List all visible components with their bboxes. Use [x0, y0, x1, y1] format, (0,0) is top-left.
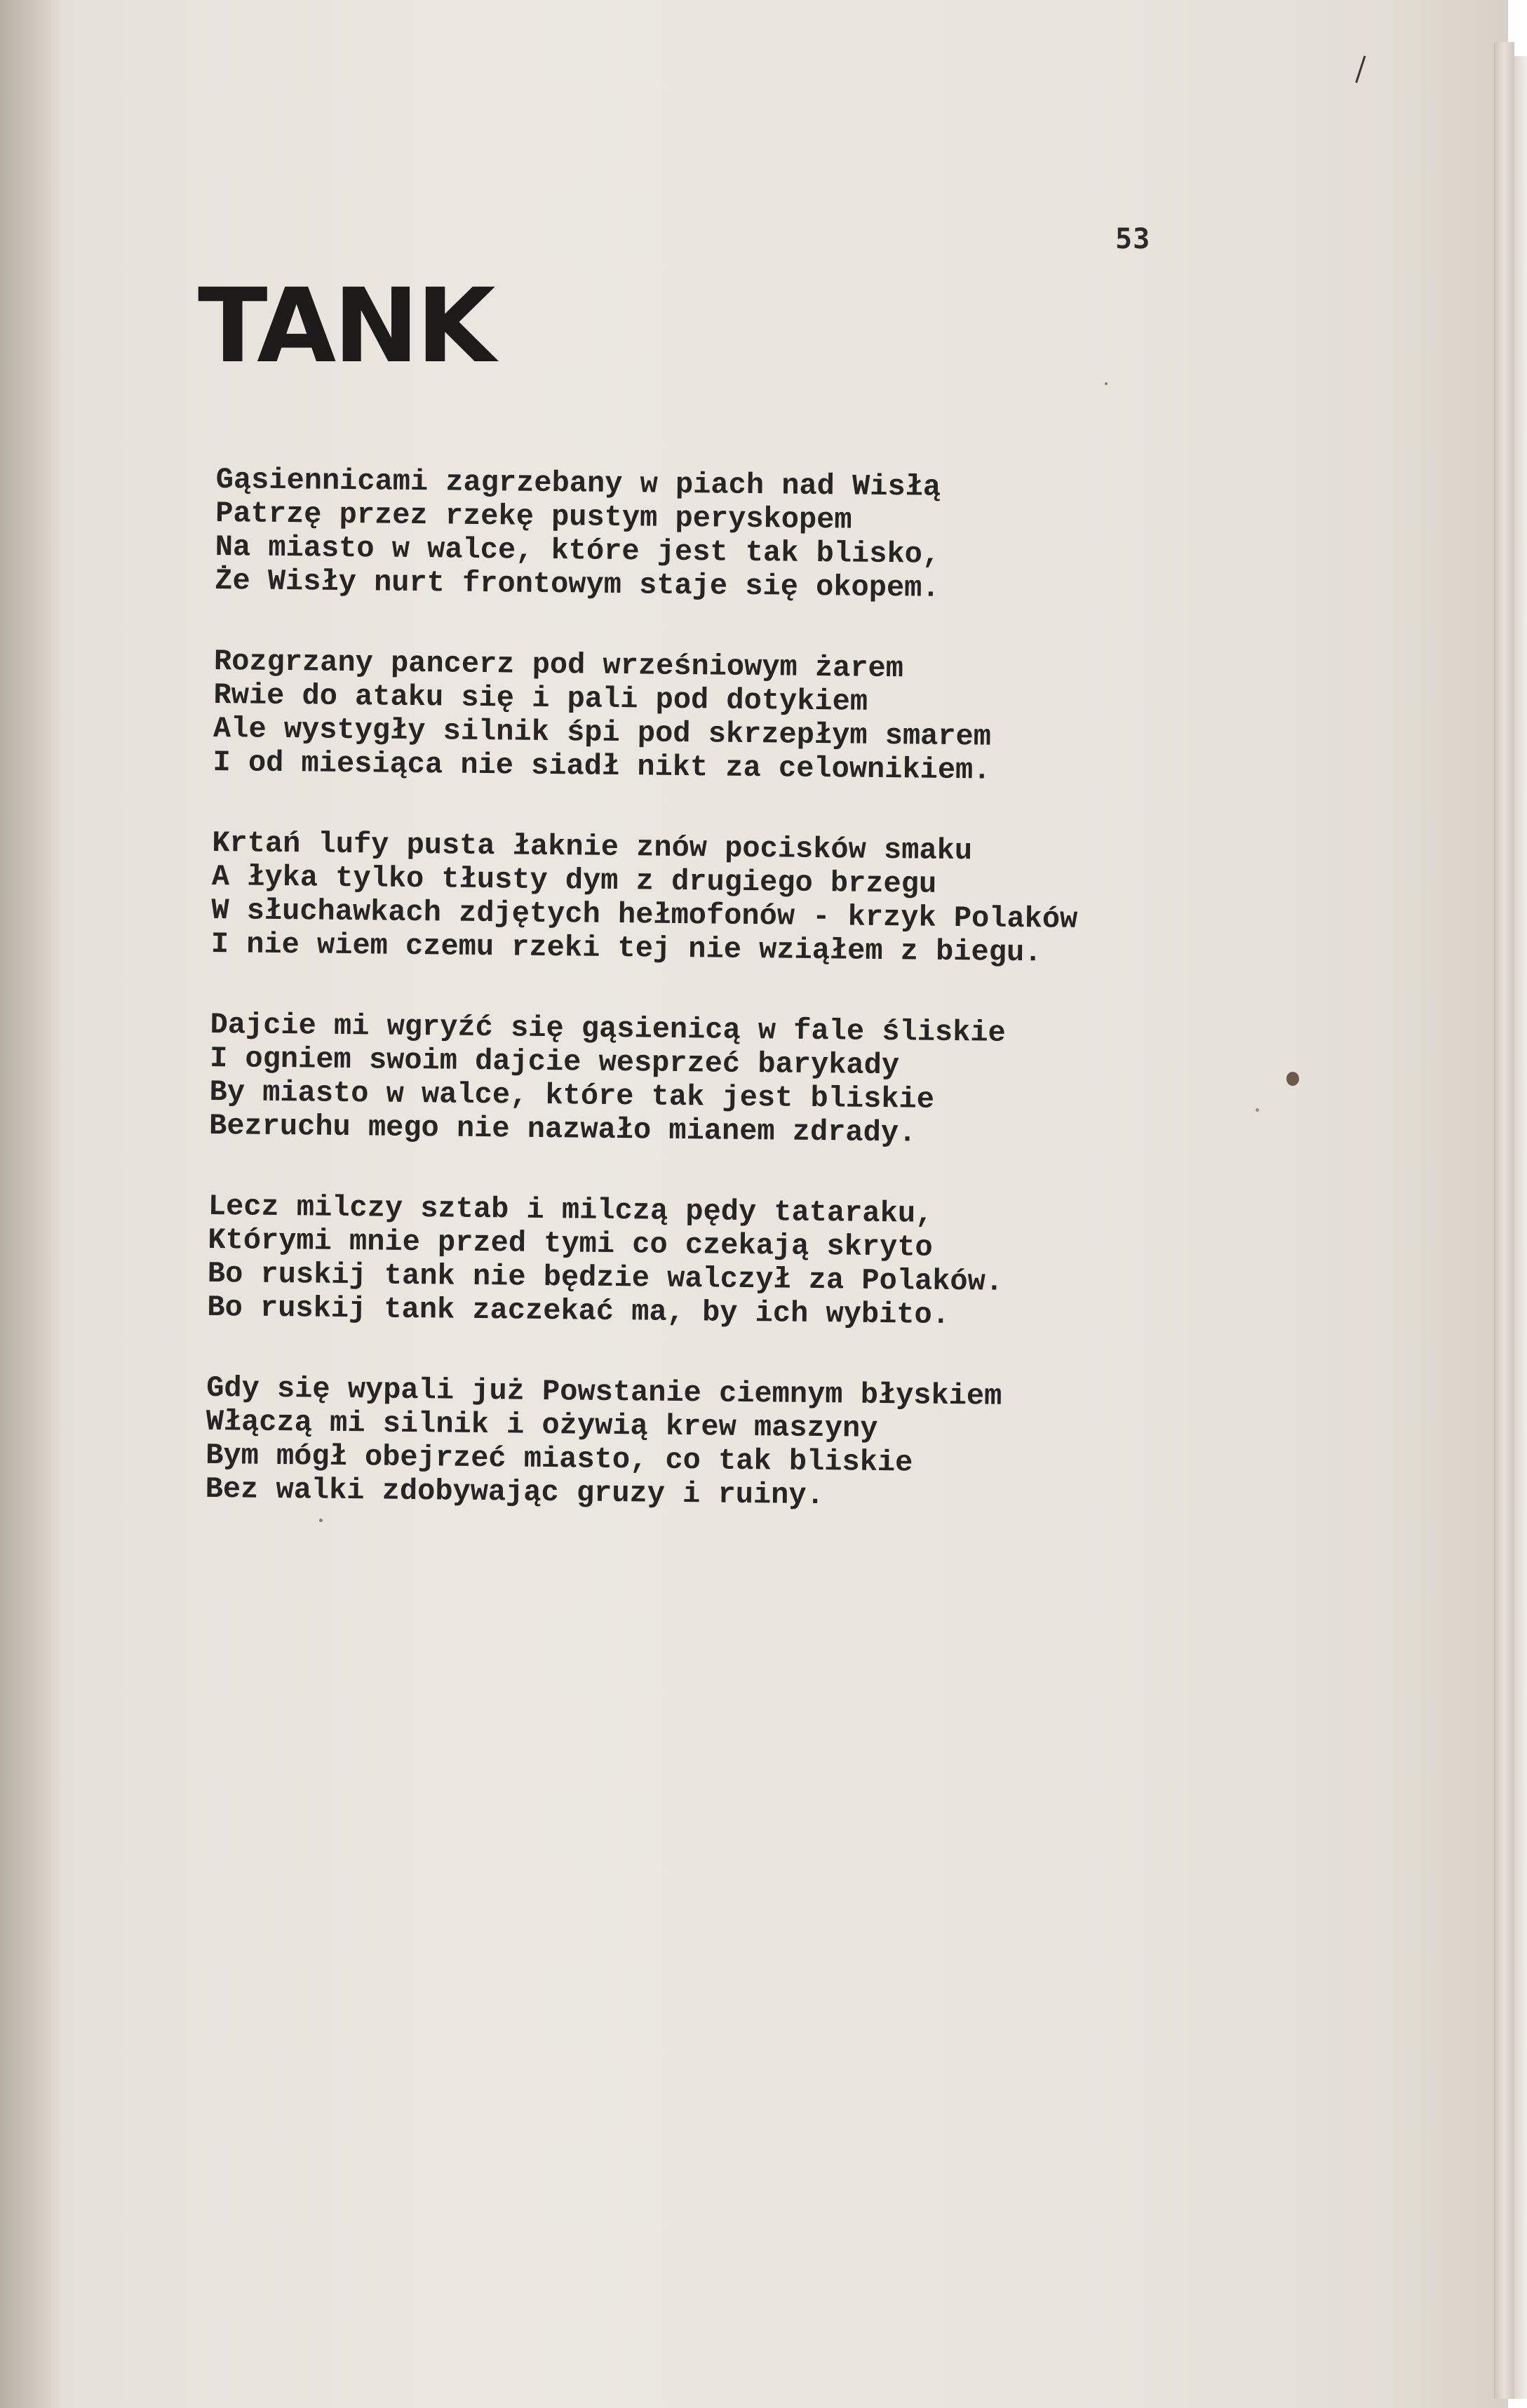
poem-line: Na miasto w walce, które jest tak blisko, — [215, 530, 941, 572]
paper-speck — [319, 1519, 323, 1522]
poem-line: Lecz milczy sztab i milczą pędy tataraku, — [208, 1189, 934, 1231]
poem-line: Bez walki zdobywając gruzy i ruiny. — [205, 1472, 825, 1513]
poem-line: Krtań lufy pusta łaknie znów pocisków smaku — [212, 826, 973, 868]
poem-line: I ogniem swoim dajcie wesprzeć barykady — [209, 1041, 900, 1083]
poem-line: I od miesiąca nie siadł nikt za celownikiem. — [213, 745, 991, 788]
stanza-6 — [205, 1371, 1209, 1516]
paper-speck — [1105, 382, 1108, 385]
poem-line: W słuchawkach zdjętych hełmofonów - krzyk Polaków — [211, 893, 1078, 936]
poem-line: Gdy się wypali już Powstanie ciemnym błyskiem — [206, 1371, 1002, 1413]
poem-body — [205, 463, 1219, 1563]
poem-line: A łyka tylko tłusty dym z drugiego brzegu — [211, 859, 937, 901]
poem-title: TANK — [198, 267, 493, 386]
poem-line: Rwie do ataku się i pali pod dotykiem — [213, 678, 868, 719]
stanza-5 — [207, 1190, 1211, 1335]
poem-line: Włączą mi silnik i ożywią krew maszyny — [206, 1404, 878, 1446]
poem-line: Bo ruskij tank nie będzie walczył za Polaków. — [207, 1256, 1004, 1299]
poem-line: By miasto w walce, które tak jest bliskie — [209, 1075, 935, 1117]
paper-speck — [1256, 1108, 1259, 1112]
stanza-4 — [209, 1008, 1213, 1153]
stanza-3 — [211, 826, 1216, 971]
poem-line: Patrzę przez rzekę pustym peryskopem — [215, 496, 852, 537]
poem-line: Ale wystygły silnik śpi pod skrzepłym smarem — [213, 711, 992, 754]
stanza-2 — [213, 645, 1217, 790]
poem-line: Którymi mnie przed tymi co czekają skryto — [208, 1223, 933, 1265]
page-edges-outer — [1514, 56, 1527, 2399]
poem-line: Bym mógł obejrzeć miasto, co tak bliskie — [205, 1438, 913, 1480]
poem-line: Bezruchu mego nie nazwało mianem zdrady. — [208, 1108, 917, 1150]
poem-line: Dajcie mi wgryźć się gąsienicą w fale śliskie — [210, 1007, 1006, 1050]
poem-line: Że Wisły nurt frontowym staje się okopem. — [214, 563, 940, 605]
page-number: 53 — [1115, 223, 1151, 255]
poem-line: Bo ruskij tank zaczekać ma, by ich wybito. — [207, 1290, 950, 1333]
poem-line: I nie wiem czemu rzeki tej nie wziąłem z biegu. — [210, 927, 1042, 970]
poem-line: Gąsiennicami zagrzebany w piach nad Wisłą — [215, 463, 941, 504]
binding-shadow — [0, 0, 63, 2408]
paper-speck — [1286, 1072, 1299, 1086]
page-edges — [1494, 42, 1514, 2399]
poem-line: Rozgrzany pancerz pod wrześniowym żarem — [213, 644, 904, 686]
stanza-1 — [215, 463, 1219, 608]
